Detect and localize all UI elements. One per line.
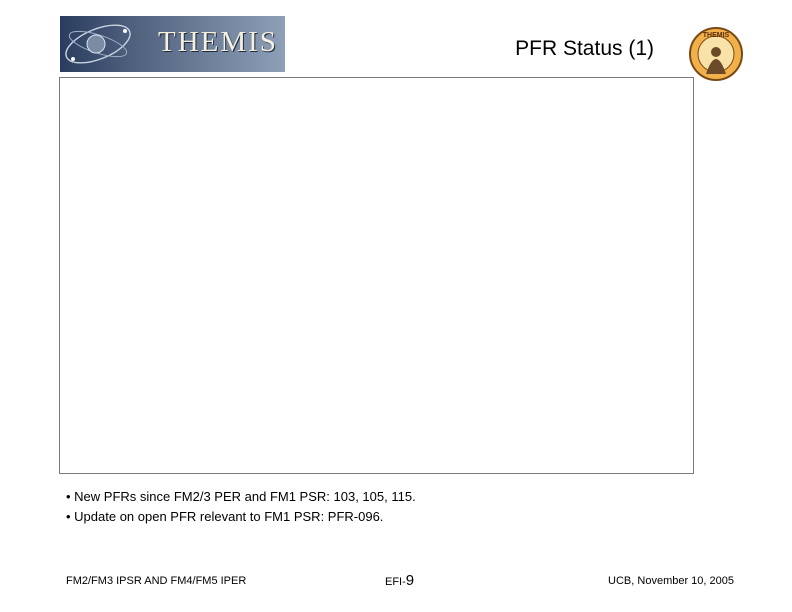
- notes-list: [66, 487, 416, 527]
- themis-logo: [60, 16, 285, 72]
- note-item: • New PFRs since FM2/3 PER and FM1 PSR: 103, 105, 115.: [66, 489, 416, 504]
- page-number-value: 9: [405, 572, 415, 589]
- footer-right: UCB, November 10, 2005: [608, 575, 734, 587]
- page-number: [385, 572, 414, 589]
- pfr-table: [59, 77, 694, 474]
- footer-left: FM2/FM3 IPSR AND FM4/FM5 IPER: [66, 575, 247, 587]
- logo-text: THEMIS: [158, 26, 278, 58]
- page-prefix: EFI-: [385, 576, 406, 588]
- badge-label: THEMIS: [702, 32, 730, 39]
- note-item: • Update on open PFR relevant to FM1 PSR: PFR-096.: [66, 509, 384, 524]
- page-title: PFR Status (1): [515, 37, 654, 60]
- mission-badge-icon: [686, 24, 746, 88]
